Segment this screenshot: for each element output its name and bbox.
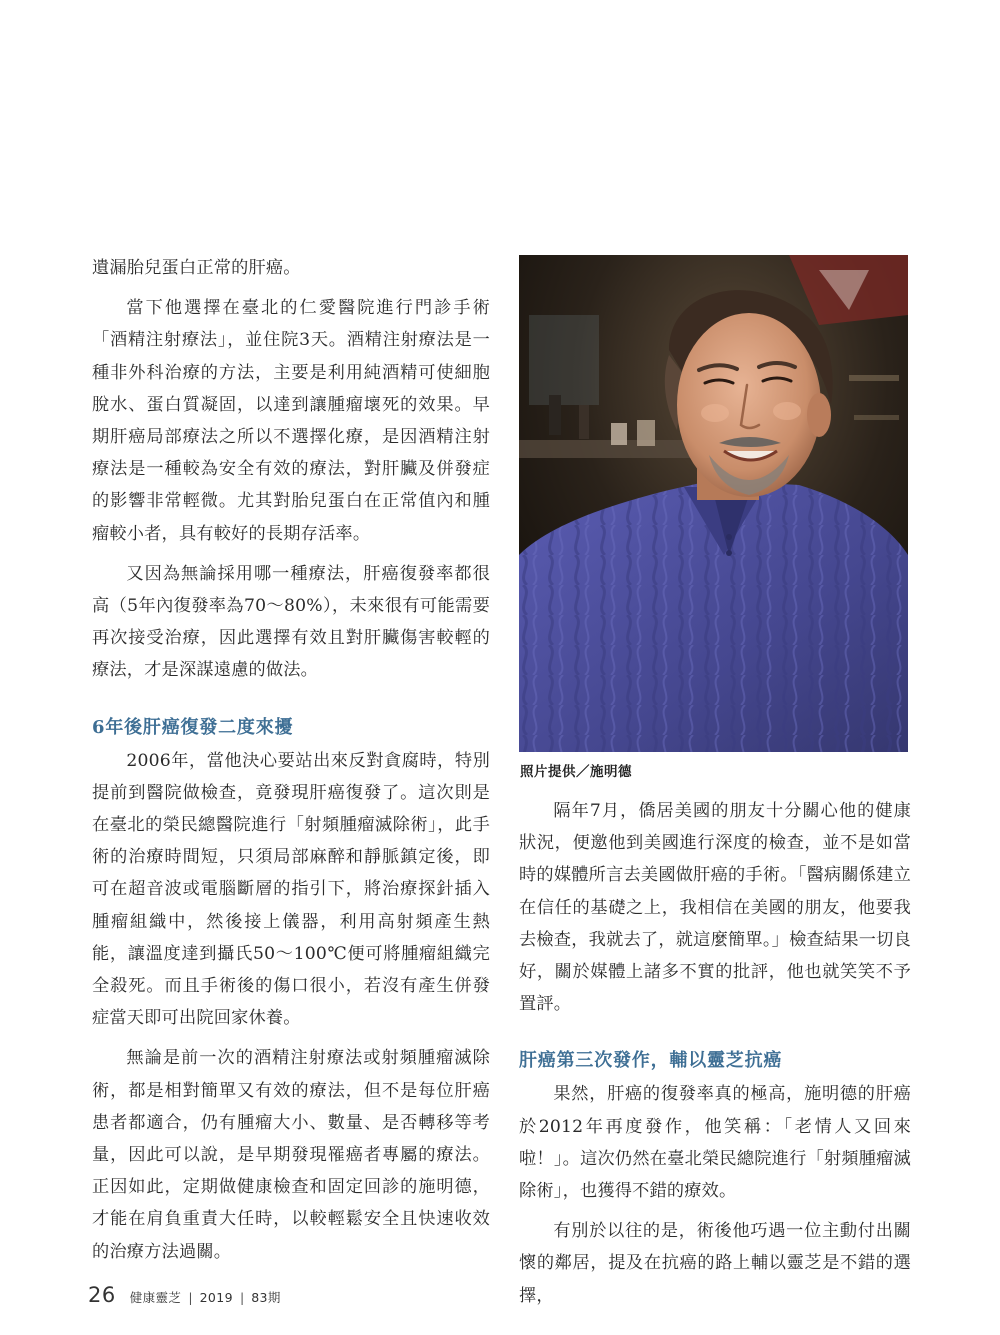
photo-caption: 照片提供／施明德 [520, 764, 632, 780]
magazine-name: 健康靈芝 [129, 1290, 182, 1305]
body-paragraph: 有別於以往的是，術後他巧遇一位主動付出關懷的鄰居，提及在抗癌的路上輔以靈芝是不錯的選擇， [519, 1221, 911, 1306]
portrait-illustration [519, 255, 908, 752]
body-paragraph: 果然，肝癌的復發率真的極高，施明德的肝癌於2012年再度發作，他笑稱：「老情人又回來啦！」。這次仍然在臺北榮民總院進行「射頻腫瘤滅除術」，也獲得不錯的療效。 [519, 1084, 911, 1202]
issue-year: 2019 [199, 1290, 233, 1305]
portrait-photo [519, 255, 908, 752]
page-number: 26 [88, 1283, 116, 1307]
section-heading: 肝癌第三次發作，輔以靈芝抗癌 [519, 1050, 783, 1072]
body-paragraph: 2006年，當他決心要站出來反對貪腐時，特別提前到醫院做檢查，竟發現肝癌復發了。這次則是在臺北的榮民總醫院進行「射頻腫瘤滅除術」，此手術的治療時間短，只須局部麻醉和靜脈鎮定後，即可在超音波或電腦斷層的指引下，將治療探針插入腫瘤組織中，然後接上儀器，利用高射頻產生熱能，讓溫度達到攝氏50～100℃便可將腫瘤組織完全殺死。而且手術後的傷口很小，若沒有產生併發症當天即可出院回家休養。 [92, 750, 490, 1029]
footer-separator: | [239, 1290, 245, 1305]
body-paragraph: 隔年7月，僑居美國的朋友十分關心他的健康狀況，便邀他到美國進行深度的檢查，並不是如當時的媒體所言去美國做肝癌的手術。「醫病關係建立在信任的基礎之上，我相信在美國的朋友，他要我去檢查，我就去了，就這麼簡單。」檢查結果一切良好，關於媒體上諸多不實的批評，他也就笑笑不予置評。 [519, 801, 911, 1015]
body-paragraph: 當下他選擇在臺北的仁愛醫院進行門診手術「酒精注射療法」，並住院3天。酒精注射療法是一種非外科治療的方法，主要是利用純酒精可使細胞脫水、蛋白質凝固，以達到讓腫瘤壞死的效果。早期肝癌局部療法之所以不選擇化療，是因酒精注射療法是一種較為安全有效的療法，對肝臟及併發症的影響非常輕微。尤其對胎兒蛋白在正常值內和腫瘤較小者，具有較好的長期存活率。 [92, 298, 490, 544]
page-footer [88, 1283, 281, 1313]
body-paragraph: 又因為無論採用哪一種療法，肝癌復發率都很高（5年內復發率為70～80%），未來很有可能需要再次接受治療，因此選擇有效且對肝臟傷害較輕的療法，才是深謀遠慮的做法。 [92, 563, 490, 681]
issue-number: 83期 [251, 1290, 281, 1305]
left-column [92, 252, 490, 1268]
body-paragraph: 遺漏胎兒蛋白正常的肝癌。 [92, 258, 301, 278]
section-heading: 6年後肝癌復發二度來擾 [92, 716, 294, 738]
footer-separator: | [188, 1290, 193, 1305]
right-column [519, 795, 911, 1312]
body-paragraph: 無論是前一次的酒精注射療法或射頻腫瘤滅除術，都是相對簡單又有效的療法，但不是每位肝癌患者都適合，仍有腫瘤大小、數量、是否轉移等考量，因此可以說，是早期發現罹癌者專屬的療法。正因如此，定期做健康檢查和固定回診的施明德，才能在肩負重責大任時，以較輕鬆安全且快速收效的治療方法過關。 [92, 1048, 490, 1262]
